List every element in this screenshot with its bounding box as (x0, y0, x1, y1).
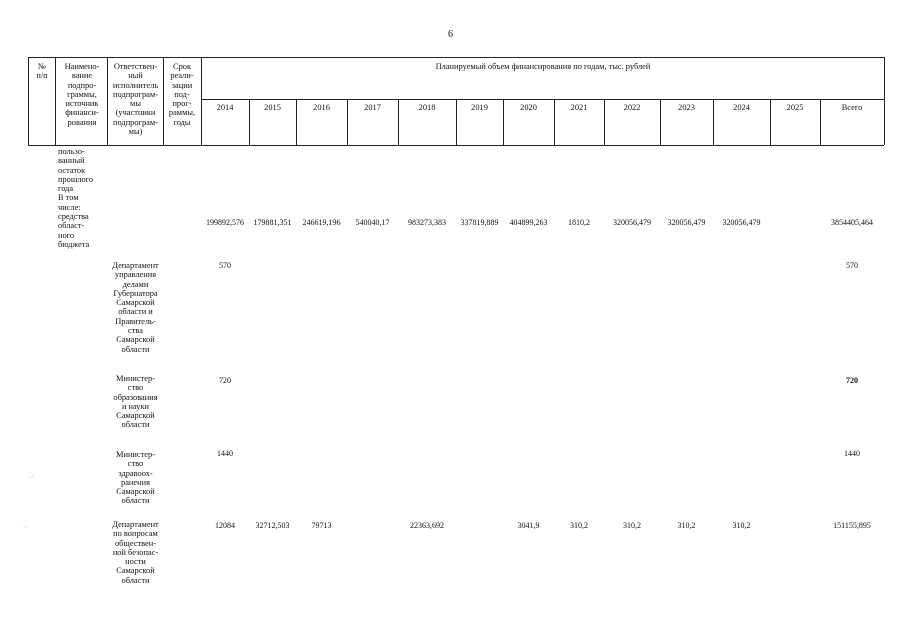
cell-total: 3854405,464 (831, 218, 873, 227)
header-year: 2016 (313, 103, 330, 112)
scan-artifact: .·˙ (30, 474, 36, 480)
cell-value-2014: 12084 (215, 521, 235, 530)
cell-value-2017: 540040,17 (355, 218, 390, 227)
header-executor: Ответствен- ный исполнитель подпрограм- мы (участники подпрограм- мы) (112, 62, 159, 137)
row-executor: Департамент управления делами Губернатора Самарской области и Правитель- ства Самарской области (112, 261, 159, 354)
header-year: 2017 (364, 103, 381, 112)
header-year: 2021 (570, 103, 588, 112)
cell-value-2021: 310,2 (570, 521, 588, 530)
table-rule (55, 57, 56, 145)
page-number: 6 (448, 29, 453, 40)
cell-value-2016: 246619,196 (302, 218, 341, 227)
table-rule (28, 57, 29, 145)
table-rule (884, 57, 885, 145)
header-total: Всего (841, 103, 863, 112)
cell-value-2022: 320056,479 (613, 218, 651, 227)
cell-value-2024: 320056,479 (722, 218, 761, 227)
cell-value-2018: 22363,692 (410, 521, 444, 530)
cell-total: 570 (846, 261, 858, 270)
table-rule (201, 99, 884, 100)
header-year: 2015 (264, 103, 281, 112)
cell-value-2014: 720 (219, 376, 231, 385)
header-year: 2019 (471, 103, 488, 112)
cell-value-2015: 32712,503 (255, 521, 290, 530)
cell-total: 1440 (844, 449, 860, 458)
cell-value-2014: 570 (219, 261, 231, 270)
cell-value-2014: 1440 (217, 449, 233, 458)
header-year: 2024 (733, 103, 750, 112)
cell-value-2019: 337819,889 (460, 218, 499, 227)
cell-value-2024: 310,2 (732, 521, 751, 530)
header-year: 2014 (216, 103, 234, 112)
cell-value-2023: 310,2 (677, 521, 696, 530)
header-year: 2025 (786, 103, 804, 112)
header-number: № п/п (36, 62, 48, 81)
cell-value-2021: 1810,2 (568, 218, 590, 227)
header-term: Срок реали- зации под- прог- раммы, годы (168, 62, 196, 127)
cell-value-2022: 310,2 (623, 521, 641, 530)
table-rule (28, 145, 884, 146)
row-source-name: пользо- ванный остаток прошлого года В том числе: средства област- ного бюджета (58, 147, 94, 249)
row-executor: Министер- ство здравоох- ранения Самарской области (116, 450, 155, 506)
cell-value-2020: 3041,9 (517, 521, 540, 530)
cell-total: 720 (846, 376, 858, 385)
header-year: 2023 (678, 103, 695, 112)
table-rule (28, 57, 884, 58)
cell-value-2015: 179881,351 (253, 218, 292, 227)
header-name: Наимено- вание подпро- граммы, источник финанси- рования (64, 62, 100, 127)
cell-value-2014: 199892,576 (206, 218, 244, 227)
header-year: 2018 (418, 103, 436, 112)
cell-value-2020: 404899,263 (509, 218, 548, 227)
scan-artifact: ˙·. (22, 524, 28, 530)
header-year: 2020 (520, 103, 537, 112)
cell-value-2016: 79713 (311, 521, 332, 530)
cell-value-2023: 320056,479 (667, 218, 706, 227)
cell-total: 151155,895 (833, 521, 871, 530)
header-planned-funding: Планируемый объем финансирования по годам, тыс. рублей (435, 62, 651, 71)
row-executor: Министер- ство образования и науки Самарской области (113, 374, 158, 430)
cell-value-2018: 983273,383 (408, 218, 446, 227)
row-executor: Департамент по вопросам обществен- ной безопас- ности Самарской области (112, 520, 159, 585)
header-year: 2022 (623, 103, 641, 112)
